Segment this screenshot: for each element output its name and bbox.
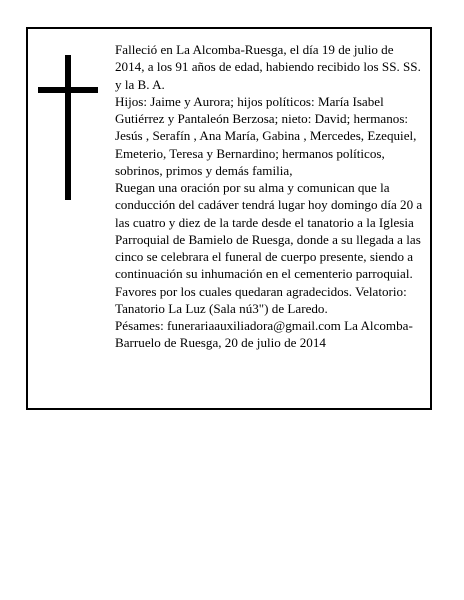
obituary-text bbox=[115, 41, 425, 352]
condolences-paragraph: Pésames: funerariaauxiliadora@gmail.com La Alcomba-Barruelo de Ruesga, 20 de julio de 2014 bbox=[115, 318, 413, 351]
cross-icon bbox=[38, 55, 98, 200]
cross-vertical-bar bbox=[65, 55, 71, 200]
obituary-notice-frame bbox=[26, 27, 432, 410]
cross-horizontal-bar bbox=[38, 87, 98, 93]
family-paragraph: Hijos: Jaime y Aurora; hijos políticos: María Isabel Gutiérrez y Pantaleón Berzosa; nieto: David; hermanos: Jesús , Serafín , Ana María, Gabina , Mercedes, Ezequiel, Emeterio, Teresa y Bernardino; hermanos políticos, sobrinos, primos y demás familia, bbox=[115, 93, 417, 178]
funeral-details-paragraph: Ruegan una oración por su alma y comunican que la conducción del cadáver tendrá lugar hoy domingo día 20 a las cuatro y diez de la tarde desde el tanatorio a la Iglesia Parroquial de Bamielo de Ruesga, donde a su llegada a las cinco se celebrara el funeral de cuerpo presente, siendo a continuación su inhumación en el cementerio parroquial. Favores por los cuales quedaran agradecidos. Velatorio: Tanatorio La Luz (Sala nú3") de Laredo. bbox=[115, 180, 423, 316]
death-announcement-paragraph: Falleció en La Alcomba-Ruesga, el día 19 de julio de 2014, a los 91 años de edad, habiendo recibido los SS. SS. y la B. A. bbox=[115, 42, 421, 92]
